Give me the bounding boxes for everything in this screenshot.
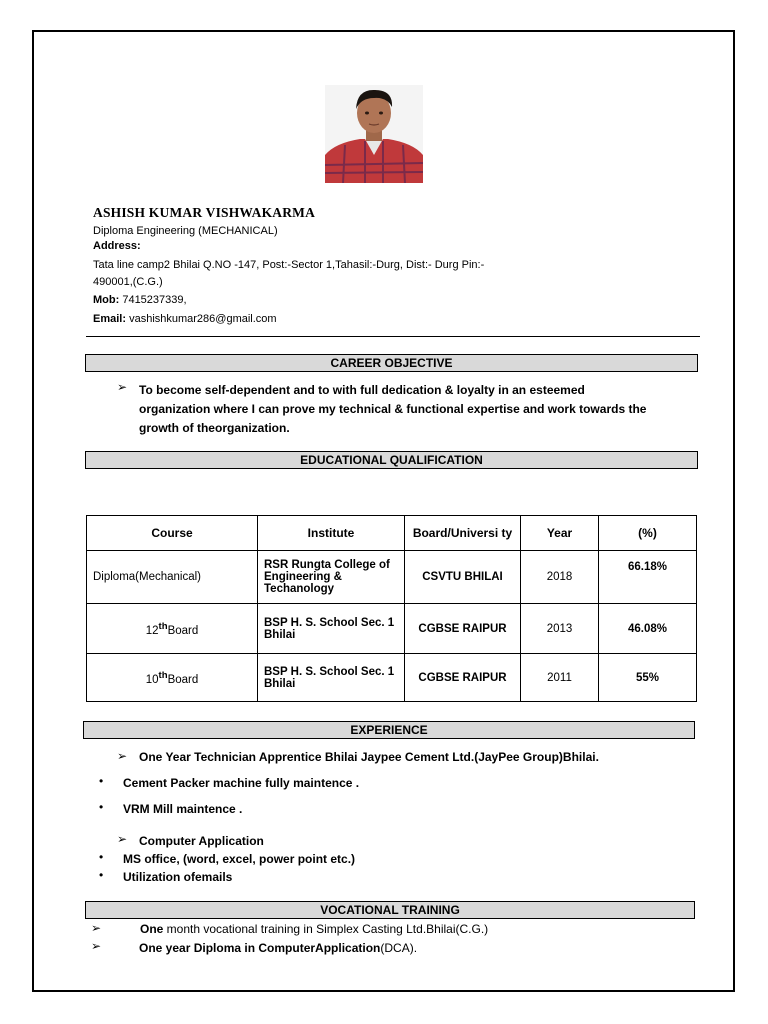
arrow-bullet-icon: ➢ [117,832,128,846]
career-objective-text: To become self-dependent and to with full dedication & loyalty in an esteemed organization where I can prove my technical & functional expertise and work towards the growth of theorganization. [139,383,647,435]
section-vocational-training: VOCATIONAL TRAINING [85,901,695,919]
board-cell: CGBSE RAIPUR [405,604,521,654]
table-row [87,654,697,702]
arrow-bullet-icon: ➢ [117,380,128,394]
round-bullet-icon: • [99,850,104,864]
arrow-bullet-icon: ➢ [91,939,102,953]
course-sup: th [158,669,168,681]
section-educational-qualification: EDUCATIONAL QUALIFICATION [85,451,698,469]
computer-application: Computer Application [139,834,264,848]
round-bullet-icon: • [99,868,104,882]
vocational-item-rest: (DCA). [380,941,418,955]
experience-main: One Year Technician Apprentice Bhilai Jaypee Cement Ltd.(JayPee Group)Bhilai. [139,750,599,764]
institute-cell: RSR Rungta College of Engineering & Techanology [258,551,405,604]
profile-photo [325,85,423,183]
course-cell [87,551,258,604]
address-line-2: 490001,(C.G.) [93,276,163,288]
email-value[interactable]: vashishkumar286@gmail.com [129,313,277,325]
arrow-bullet-icon: ➢ [117,749,128,763]
vocational-item [139,941,417,955]
experience-bullet: Cement Packer machine fully maintence . [123,776,360,790]
mobile-value: 7415237339, [122,294,187,306]
course-text: Diploma(Mechanical) [93,571,202,583]
course-text: 12 [145,624,159,637]
percent-cell: 55% [599,654,697,702]
course-tail: Board [167,624,199,637]
vocational-item-rest: month vocational training in Simplex Casting Ltd.Bhilai(C.G.) [163,922,489,936]
round-bullet-icon: • [99,774,104,788]
education-table [86,515,697,702]
header-year: Year [521,516,599,551]
header-divider [86,336,700,337]
percent-cell: 46.08% [599,604,697,654]
year-cell: 2011 [521,654,599,702]
address-line-1: Tata line camp2 Bhilai Q.NO -147, Post:-Sector 1,Tahasil:-Durg, Dist:- Durg Pin:- [93,259,485,271]
section-career-objective: CAREER OBJECTIVE [85,354,698,372]
email-label: Email: [93,313,127,325]
board-cell: CGBSE RAIPUR [405,654,521,702]
course-tail: Board [167,673,199,686]
computer-bullet: MS office, (word, excel, power point etc.) [123,852,356,866]
mobile-line [93,294,187,306]
candidate-name: ASHISH KUMAR VISHWAKARMA [93,205,316,220]
institute-cell: BSP H. S. School Sec. 1 Bhilai [258,604,405,654]
year-cell: 2013 [521,604,599,654]
percent-cell: 66.18% [599,551,697,604]
table-row [87,551,697,604]
institute-cell: BSP H. S. School Sec. 1 Bhilai [258,654,405,702]
course-cell [87,604,258,654]
email-line [93,313,277,325]
round-bullet-icon: • [99,800,104,814]
header-institute: Institute [258,516,405,551]
board-cell: CSVTU BHILAI [405,551,521,604]
table-header-row [87,516,697,551]
header-course: Course [87,516,258,551]
address-label: Address: [93,240,141,252]
mobile-label: Mob: [93,294,120,306]
course-cell [87,654,258,702]
year-cell: 2018 [521,551,599,604]
header-board: Board/Universi ty [405,516,521,551]
course-sup: th [158,620,168,632]
computer-bullet: Utilization ofemails [123,870,233,884]
course-text: 10 [145,673,159,686]
vocational-item-bold: One year Diploma in ComputerApplication [139,941,381,955]
section-experience: EXPERIENCE [83,721,695,739]
arrow-bullet-icon: ➢ [91,921,102,935]
vocational-item [140,922,488,936]
vocational-item-bold: One [140,922,164,936]
table-row [87,604,697,654]
degree-line: Diploma Engineering (MECHANICAL) [93,225,278,237]
header-percent: (%) [599,516,697,551]
experience-bullet: VRM Mill maintence . [123,802,243,816]
